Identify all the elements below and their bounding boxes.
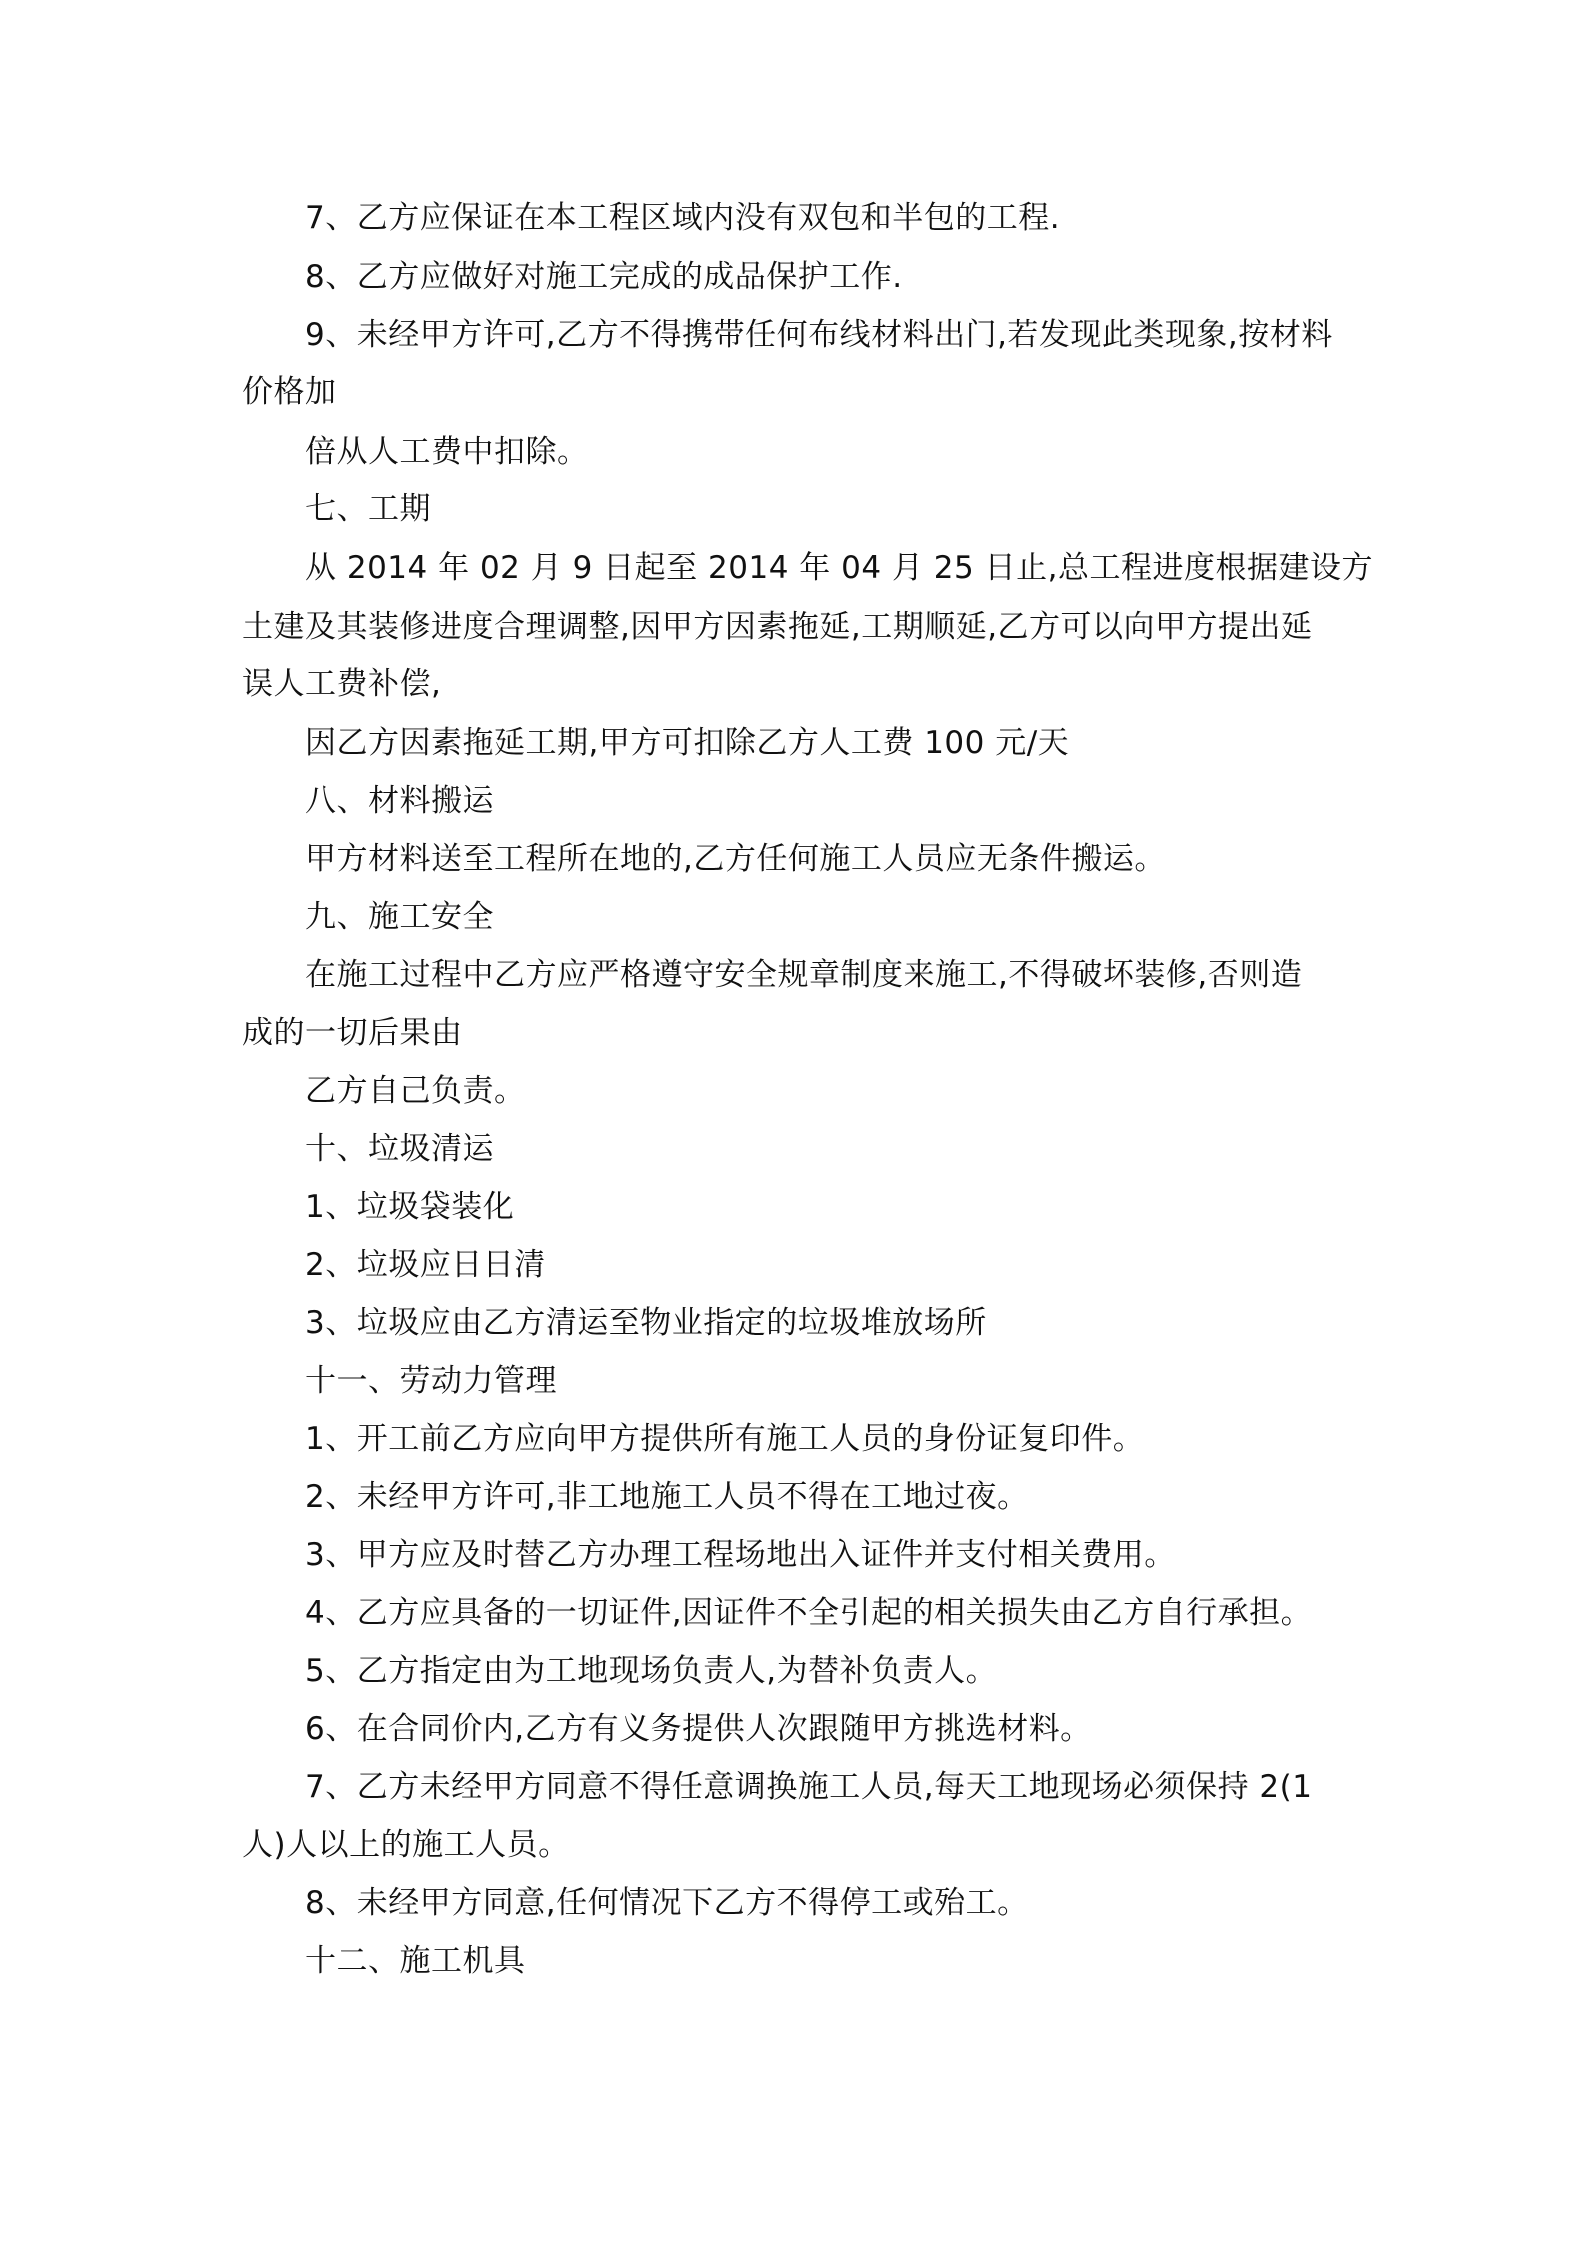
section-7-heading: 七、工期	[305, 491, 431, 527]
section-9-heading: 九、施工安全	[305, 899, 494, 935]
section-11-item-7-line-1: 7、乙方未经甲方同意不得任意调换施工人员,每天工地现场必须保持 2(1	[305, 1769, 1313, 1805]
section-11-item-8: 8、未经甲方同意,任何情况下乙方不得停工或殆工。	[305, 1885, 1029, 1921]
section-11-item-5: 5、乙方指定由为工地现场负责人,为替补负责人。	[305, 1653, 998, 1689]
clause-9-line-2: 价格加	[242, 374, 337, 410]
section-7-penalty: 因乙方因素拖延工期,甲方可扣除乙方人工费 100 元/天	[305, 725, 1070, 761]
section-7-para-line-1: 从 2014 年 02 月 9 日起至 2014 年 04 月 25 日止,总工程进度根据建设方	[305, 550, 1373, 586]
section-10-item-3: 3、垃圾应由乙方清运至物业指定的垃圾堆放场所	[305, 1305, 987, 1341]
section-12-heading: 十二、施工机具	[305, 1943, 526, 1979]
section-10-heading: 十、垃圾清运	[305, 1131, 494, 1167]
section-9-para-line-1: 在施工过程中乙方应严格遵守安全规章制度来施工,不得破坏装修,否则造	[305, 957, 1303, 993]
section-9-para-line-3: 乙方自己负责。	[305, 1073, 526, 1109]
section-10-item-2: 2、垃圾应日日清	[305, 1247, 546, 1283]
section-11-item-4: 4、乙方应具备的一切证件,因证件不全引起的相关损失由乙方自行承担。	[305, 1595, 1313, 1631]
section-11-item-2: 2、未经甲方许可,非工地施工人员不得在工地过夜。	[305, 1479, 1029, 1515]
section-8-para: 甲方材料送至工程所在地的,乙方任何施工人员应无条件搬运。	[305, 841, 1166, 877]
section-11-heading: 十一、劳动力管理	[305, 1363, 557, 1399]
section-7-para-line-2: 土建及其装修进度合理调整,因甲方因素拖延,工期顺延,乙方可以向甲方提出延	[242, 609, 1313, 645]
section-7-para-line-3: 误人工费补偿,	[242, 666, 442, 702]
section-11-item-6: 6、在合同价内,乙方有义务提供人次跟随甲方挑选材料。	[305, 1711, 1092, 1747]
section-11-item-1: 1、开工前乙方应向甲方提供所有施工人员的身份证复印件。	[305, 1421, 1145, 1457]
section-11-item-3: 3、甲方应及时替乙方办理工程场地出入证件并支付相关费用。	[305, 1537, 1176, 1573]
clause-8-product-protection: 8、乙方应做好对施工完成的成品保护工作.	[305, 259, 903, 295]
section-11-item-7-line-2: 人)人以上的施工人员。	[242, 1827, 570, 1863]
clause-9-line-1: 9、未经甲方许可,乙方不得携带任何布线材料出门,若发现此类现象,按材料	[305, 317, 1333, 353]
section-8-heading: 八、材料搬运	[305, 783, 494, 819]
clause-7-no-subcontract: 7、乙方应保证在本工程区域内没有双包和半包的工程.	[305, 200, 1061, 236]
section-9-para-line-2: 成的一切后果由	[242, 1015, 463, 1051]
clause-9-line-3: 倍从人工费中扣除。	[305, 434, 589, 470]
section-10-item-1: 1、垃圾袋装化	[305, 1189, 515, 1225]
